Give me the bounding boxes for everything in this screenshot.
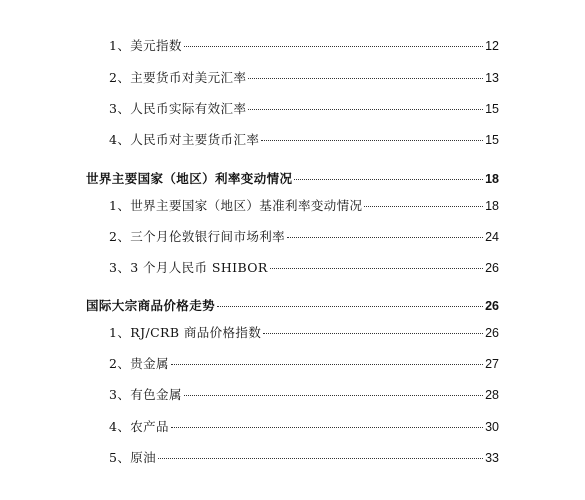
- toc-entry-label: 2、主要货币对美元汇率: [109, 70, 247, 85]
- toc-dot-leader: [184, 46, 483, 47]
- toc-entry-agricultural-products[interactable]: [109, 417, 499, 437]
- toc-section-interest-rates[interactable]: [86, 169, 499, 189]
- toc-section-label: 世界主要国家（地区）利率变动情况: [86, 171, 293, 186]
- toc-entry-label: 1、世界主要国家（地区）基准利率变动情况: [109, 198, 363, 213]
- toc-entry-major-currencies-vs-usd[interactable]: [109, 68, 499, 88]
- toc-dot-leader: [248, 109, 483, 110]
- toc-entry-label: 1、RJ/CRB 商品价格指数: [109, 325, 262, 340]
- toc-dot-leader: [364, 206, 483, 207]
- toc-entry-us-dollar-index[interactable]: [109, 36, 499, 56]
- toc-dot-leader: [261, 140, 483, 141]
- toc-entry-nonferrous-metals[interactable]: [109, 385, 499, 405]
- toc-dot-leader: [217, 306, 483, 307]
- toc-page-number: 24: [485, 230, 499, 244]
- toc-entry-label: 3、3 个月人民币 SHIBOR: [109, 260, 268, 275]
- toc-page-number: 26: [485, 299, 499, 313]
- toc-page-number: 26: [485, 326, 499, 340]
- toc-section-commodities[interactable]: [86, 296, 499, 316]
- toc-dot-leader: [248, 78, 483, 79]
- toc-dot-leader: [287, 237, 483, 238]
- toc-page-number: 26: [485, 261, 499, 275]
- toc-dot-leader: [294, 179, 483, 180]
- toc-page-number: 13: [485, 71, 499, 85]
- toc-page-number: 33: [485, 451, 499, 465]
- toc-entry-rmb-vs-major-currencies[interactable]: [109, 130, 499, 150]
- toc-entry-rmb-real-effective-rate[interactable]: [109, 99, 499, 119]
- toc-entry-label: 3、有色金属: [109, 387, 182, 402]
- toc-page-number: 30: [485, 420, 499, 434]
- toc-entry-rj-crb-index[interactable]: [109, 323, 499, 343]
- toc-entry-precious-metals[interactable]: [109, 354, 499, 374]
- toc-entry-label: 4、人民币对主要货币汇率: [109, 132, 260, 147]
- toc-page-number: 15: [485, 102, 499, 116]
- toc-entry-label: 5、原油: [109, 450, 157, 465]
- toc-entry-label: 1、美元指数: [109, 38, 182, 53]
- toc-page-number: 18: [485, 199, 499, 213]
- toc-entry-shibor-3m[interactable]: [109, 258, 499, 278]
- toc-entry-libor-3m[interactable]: [109, 227, 499, 247]
- toc-page-number: 18: [485, 172, 499, 186]
- toc-entry-crude-oil[interactable]: [109, 448, 499, 468]
- toc-entry-label: 4、农产品: [109, 419, 169, 434]
- toc-entry-label: 3、人民币实际有效汇率: [109, 101, 247, 116]
- toc-dot-leader: [270, 268, 483, 269]
- toc-page-number: 28: [485, 388, 499, 402]
- toc-page-number: 15: [485, 133, 499, 147]
- toc-dot-leader: [184, 395, 483, 396]
- toc-dot-leader: [171, 427, 483, 428]
- toc-entry-benchmark-rates[interactable]: [109, 196, 499, 216]
- toc-dot-leader: [171, 364, 483, 365]
- toc-entry-label: 2、三个月伦敦银行间市场利率: [109, 229, 286, 244]
- toc-dot-leader: [158, 458, 483, 459]
- toc-page-number: 27: [485, 357, 499, 371]
- toc-entry-label: 2、贵金属: [109, 356, 169, 371]
- toc-section-label: 国际大宗商品价格走势: [86, 298, 216, 313]
- toc-page-number: 12: [485, 39, 499, 53]
- toc-dot-leader: [263, 333, 483, 334]
